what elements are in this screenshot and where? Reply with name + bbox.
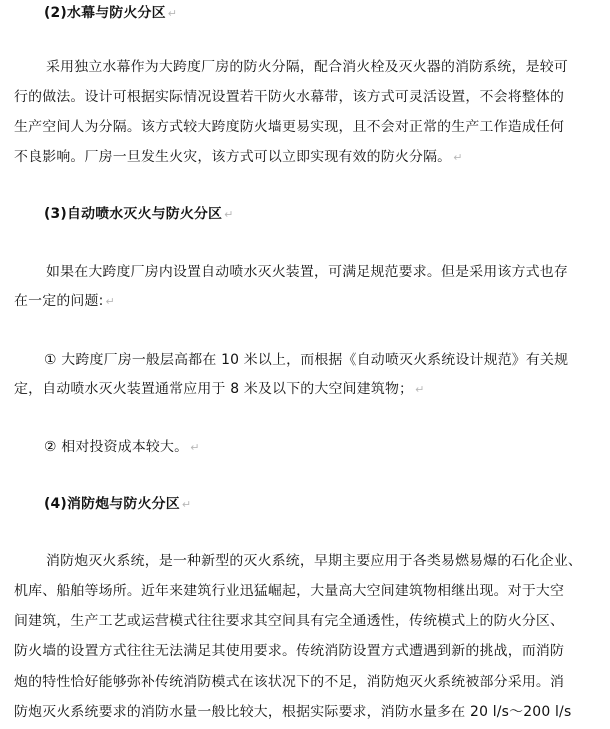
section-4-line-3: 间建筑，生产工艺或运营模式往往要求其空间具有完全通透性，传统模式上的防火分区、 [14,613,565,629]
section-4-line-5: 炮的特性恰好能够弥补传统消防模式在该状况下的不足，消防炮灭火系统被部分采用。消 [14,674,565,690]
paragraph-mark: ↵ [167,7,178,20]
section-4-line-4: 防火墙的设置方式往往无法满足其使用要求。传统消防设置方式遭遇到新的挑战，而消防 [14,643,565,659]
section-4-line-2: 机库、船舶等场所。近年来建筑行业迅猛崛起，大量高大空间建筑物相继出现。对于大空 [14,583,565,599]
paragraph-mark: ↵ [453,151,463,164]
section-2-line-1: 采用独立水幕作为大跨度厂房的防火分隔，配合消火栓及灭火器的消防系统，是较可 [46,59,568,75]
section-2-line-3: 生产空间人为分隔。该方式较大跨度防火墙更易实现，且不会对正常的生产工作造成任何 [14,119,565,135]
paragraph-mark: ↵ [224,208,234,221]
section-3-item-2: ② 相对投资成本较大。 ↵ [44,439,200,455]
section-3-intro-line-1: 如果在大跨度厂房内设置自动喷水灭火装置，可满足规范要求。但是采用该方式也存 [46,264,568,280]
section-2-heading: (2)水幕与防火分区 ↵ [44,5,178,21]
paragraph-mark: ↵ [415,383,425,396]
section-2-line-4: 不良影响。厂房一旦发生火灾，该方式可以立即实现有效的防火分隔。 ↵ [14,149,463,165]
paragraph-mark: ↵ [181,498,192,511]
section-3-heading: (3)自动喷水灭火与防火分区 ↵ [44,206,234,222]
section-4-heading: (4)消防炮与防火分区 ↵ [44,496,192,512]
paragraph-mark: ↵ [105,295,115,308]
section-4-line-1: 消防炮灭火系统，是一种新型的灭火系统，早期主要应用于各类易燃易爆的石化企业、 [46,553,583,569]
section-2-line-2: 行的做法。设计可根据实际情况设置若干防火水幕带，该方式可灵活设置，不会将整体的 [14,89,565,105]
section-3-item-1-line-1: ① 大跨度厂房一般层高都在 10 米以上，而根据《自动喷灭火系统设计规范》有关规 [44,352,569,368]
section-4-line-6: 防炮灭火系统要求的消防水量一般比较大，根据实际要求，消防水量多在 20 l/s～200 l/s [14,704,572,720]
paragraph-mark: ↵ [190,441,200,454]
section-3-intro-line-2: 在一定的问题: ↵ [14,293,115,309]
section-3-item-1-line-2: 定，自动喷水灭火装置通常应用于 8 米及以下的大空间建筑物； ↵ [14,381,425,397]
